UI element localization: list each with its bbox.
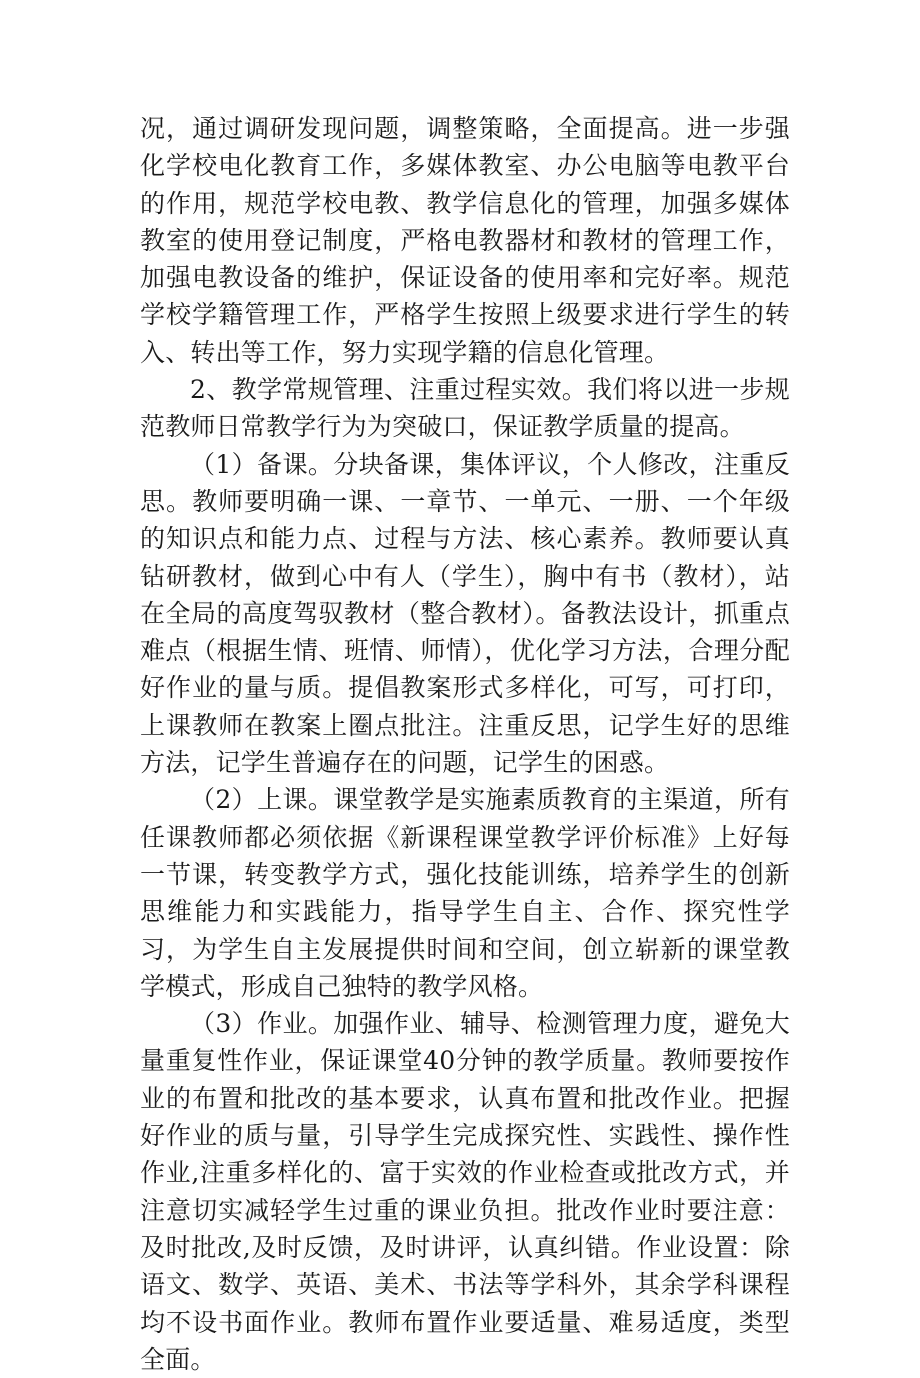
paragraph-item-1-lesson-prep: （1）备课。分块备课，集体评议，个人修改，注重反思。教师要明确一课、一章节、一单元、一册、一个年级的知识点和能力点、过程与方法、核心素养。教师要认真钻研教材，做到心中有人（学生），胸中有书（教材），站在全局的高度驾驭教材（整合教材）。备教法设计，抓重点难点（根据生情、班情、师情），优化学习方法，合理分配好作业的量与质。提倡教案形式多样化，可写，可打印，上课教师在教案上圈点批注。注重反思，记学生好的思维方法，记学生普遍存在的问题，记学生的困惑。: [140, 449, 790, 778]
paragraph-item-3-homework: （3）作业。加强作业、辅导、检测管理力度，避免大量重复性作业，保证课堂40分钟的教学质量。教师要按作业的布置和批改的基本要求，认真布置和批改作业。把握好作业的质与量，引导学生完成探究性、实践性、操作性作业,注重多样化的、富于实效的作业检查或批改方式，并注意切实减轻学生过重的课业负担。批改作业时要注意：及时批改,及时反馈，及时讲评，认真纠错。作业设置：除语文、数学、英语、美术、书法等学科外，其余学科课程均不设书面作业。教师布置作业要适量、难易适度，类型全面。: [140, 1009, 790, 1374]
paragraph-section-2: 2、教学常规管理、注重过程实效。我们将以进一步规范教师日常教学行为为突破口，保证教学质量的提高。: [140, 375, 790, 442]
paragraph-continuation: 况，通过调研发现问题，调整策略，全面提高。进一步强化学校电化教育工作，多媒体教室、办公电脑等电教平台的作用，规范学校电教、教学信息化的管理，加强多媒体教室的使用登记制度，严格电教器材和教材的管理工作，加强电教设备的维护，保证设备的使用率和完好率。规范学校学籍管理工作，严格学生按照上级要求进行学生的转入、转出等工作，努力实现学籍的信息化管理。: [140, 114, 790, 367]
body-text: [140, 110, 790, 1378]
paragraph-item-2-class: （2）上课。课堂教学是实施素质教育的主渠道，所有任课教师都必须依据《新课程课堂教学评价标准》上好每一节课，转变教学方式，强化技能训练，培养学生的创新思维能力和实践能力，指导学生自主、合作、探究性学习，为学生自主发展提供时间和空间，创立崭新的课堂教学模式，形成自己独特的教学风格。: [140, 785, 790, 1001]
